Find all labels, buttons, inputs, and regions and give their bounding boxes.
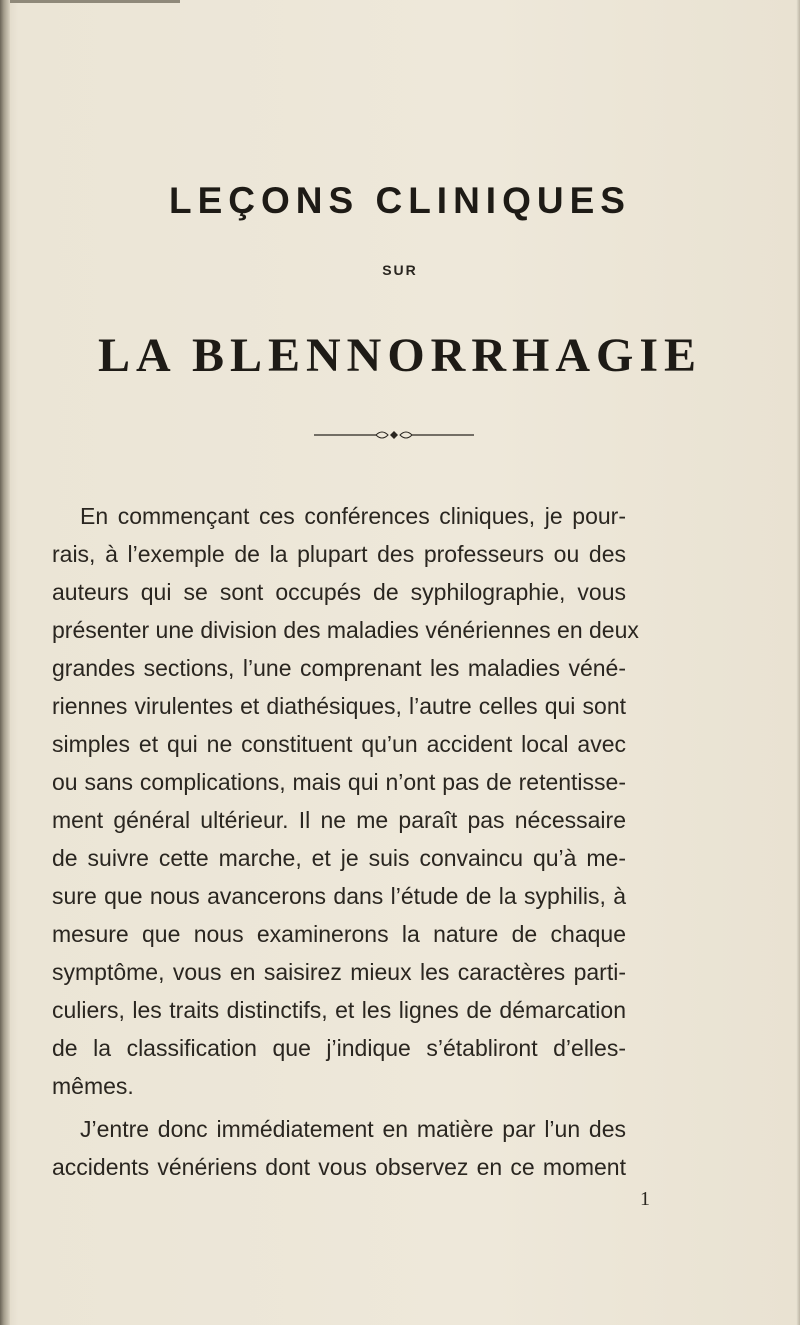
title-blennorrhagie: LA BLENNORRHAGIE [97,329,703,382]
body-line-2: rais, à l’exemple de la plupart des professeurs ou des [52,541,626,567]
page-number: 1 [640,1188,650,1210]
body-line-8: ou sans complications, mais qui n’ont pas de retentisse- [52,769,626,795]
body-line-16: mêmes. [52,1073,134,1099]
body-line-9: ment général ultérieur. Il ne me paraît pas nécessaire [52,807,626,833]
body-line-6: riennes virulentes et diathésiques, l’autre celles qui sont [52,693,626,719]
body-line-5: grandes sections, l’une comprenant les maladies véné- [52,655,626,681]
body-line-3: auteurs qui se sont occupés de syphilographie, vous [52,579,626,605]
body-line-18: accidents vénériens dont vous observez en ce moment [52,1154,626,1180]
body-line-7: simples et qui ne constituent qu’un accident local avec [52,731,626,757]
body-line-12: mesure que nous examinerons la nature de chaque [52,921,626,947]
body-line-10: de suivre cette marche, et je suis convaincu qu’à me- [52,845,626,871]
body-line-17: J’entre donc immédiatement en matière par l’un des [80,1116,626,1142]
title-lecons-cliniques: LEÇONS CLINIQUES [169,180,631,221]
body-line-11: sure que nous avancerons dans l’étude de la syphilis, à [52,883,626,909]
body-line-15: de la classification que j’indique s’établiront d’elles- [52,1035,626,1061]
body-line-4: présenter une division des maladies vénériennes en deux [52,617,639,643]
body-line-13: symptôme, vous en saisirez mieux les caractères parti- [52,959,626,985]
body-line-14: culiers, les traits distinctifs, et les lignes de démarcation [52,997,626,1023]
body-line-1: En commençant ces conférences cliniques, je pour- [80,503,626,529]
title-sur: SUR [382,262,418,278]
